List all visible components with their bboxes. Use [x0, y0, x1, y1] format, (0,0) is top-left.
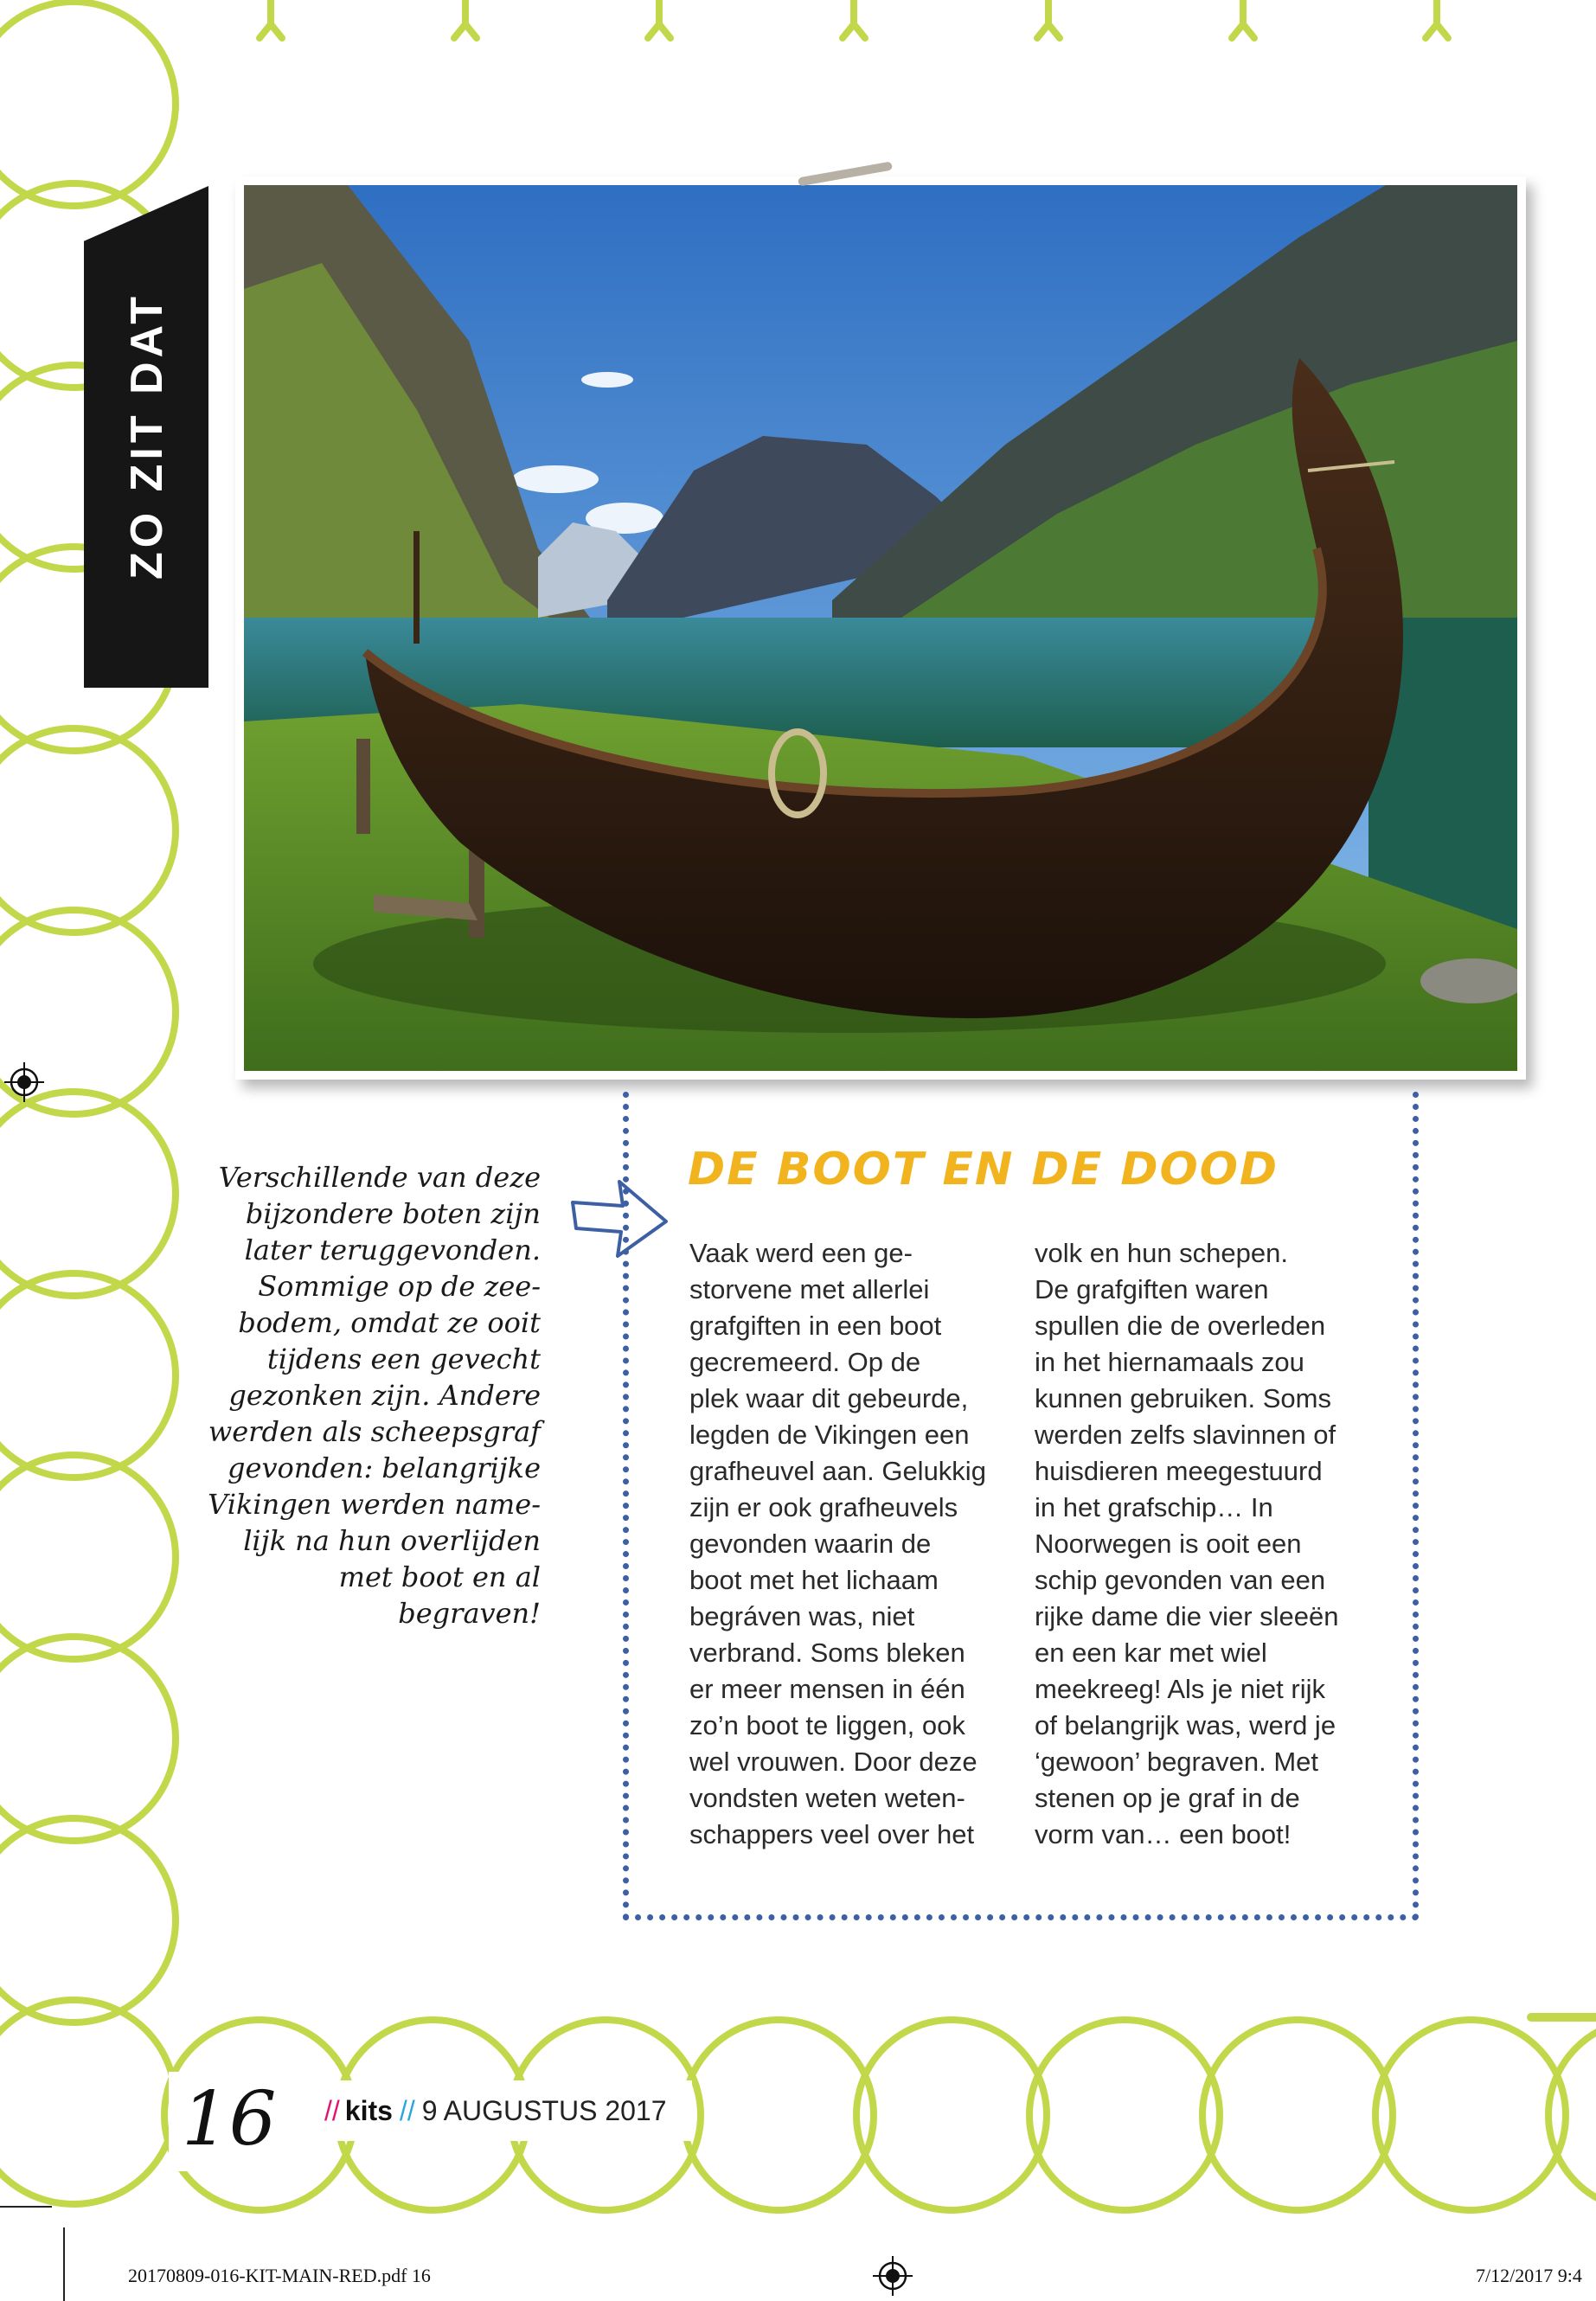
footer-slash: //	[324, 2095, 340, 2126]
article-line: grafgiften in een boot	[689, 1311, 942, 1341]
article-line: meekreeg! Als je niet rijk	[1035, 1674, 1325, 1704]
article-line: vorm van… een boot!	[1035, 1819, 1292, 1849]
caption-line: bodem, omdat ze ooit	[238, 1306, 541, 1339]
photo-frame	[235, 176, 1526, 1080]
article-line: storvene met allerlei	[689, 1274, 930, 1304]
footer-slash: //	[399, 2095, 415, 2126]
article-line: legden de Vikingen een	[689, 1420, 970, 1450]
caption-line: Sommige op de zee-	[258, 1270, 541, 1303]
caption-line: begraven!	[398, 1597, 541, 1630]
article-line: in het grafschip… In	[1035, 1492, 1273, 1522]
article-line: gevonden waarin de	[689, 1529, 932, 1559]
crop-mark	[0, 2206, 52, 2208]
article-line: zijn er ook grafheuvels	[689, 1492, 958, 1522]
article-line: Vaak werd een ge-	[689, 1238, 913, 1268]
caption-line: lijk na hun overlijden	[243, 1524, 541, 1557]
registration-mark-icon	[4, 1062, 44, 1102]
article-line: en een kar met wiel	[1035, 1638, 1267, 1668]
article-line: kunnen gebruiken. Soms	[1035, 1383, 1331, 1413]
article-line: spullen die de overleden	[1035, 1311, 1326, 1341]
section-tab-label: ZO ZIT DAT	[122, 292, 172, 580]
article-line: schip gevonden van een	[1035, 1565, 1326, 1595]
print-slug-timestamp: 7/12/2017 9:4	[1476, 2265, 1582, 2286]
caption-line: werden als scheepsgraf	[208, 1415, 541, 1448]
photo-caption	[177, 1159, 541, 1631]
article-line: De grafgiften waren	[1035, 1274, 1269, 1304]
article-line: gecremeerd. Op de	[689, 1347, 921, 1377]
caption-line: gezonken zijn. Andere	[228, 1379, 541, 1412]
article-line: huisdieren meegestuurd	[1035, 1456, 1323, 1486]
article-line: er meer mensen in één	[689, 1674, 965, 1704]
caption-line: Verschillende van deze	[218, 1161, 541, 1194]
page-number: 16	[182, 2076, 277, 2163]
article-line: vondsten weten weten-	[689, 1783, 965, 1813]
article-line: boot met het lichaam	[689, 1565, 939, 1595]
article-line: rijke dame die vier sleeën	[1035, 1601, 1339, 1631]
footer-bar	[324, 2095, 667, 2127]
print-slug-file: 20170809-016-KIT-MAIN-RED.pdf 16	[128, 2265, 431, 2286]
footer-brand: kits	[344, 2095, 393, 2126]
article-line: werden zelfs slavinnen of	[1035, 1420, 1336, 1450]
caption-line: tijdens een gevecht	[266, 1343, 541, 1375]
registration-mark-icon	[873, 2256, 913, 2296]
top-stems	[260, 0, 1448, 38]
caption-line: Vikingen werden name-	[208, 1488, 541, 1521]
article-title: DE BOOT EN DE DOOD	[688, 1144, 1279, 1195]
article-line: of belangrijk was, werd je	[1035, 1710, 1336, 1740]
article-line: volk en hun schepen.	[1035, 1238, 1288, 1268]
caption-line: bijzondere boten zijn	[245, 1197, 541, 1230]
article-line: zo’n boot te liggen, ook	[689, 1710, 965, 1740]
article-column-right	[1035, 1235, 1381, 1853]
article-line: Noorwegen is ooit een	[1035, 1529, 1302, 1559]
article-line: wel vrouwen. Door deze	[689, 1747, 977, 1777]
footer-date: 9 AUGUSTUS 2017	[421, 2095, 667, 2126]
article-line: verbrand. Soms bleken	[689, 1638, 965, 1668]
article-line: stenen op je graf in de	[1035, 1783, 1300, 1813]
caption-line: met boot en al	[338, 1561, 541, 1593]
crop-mark	[63, 2227, 65, 2301]
viking-ship-photo	[244, 185, 1517, 1071]
article-column-left	[689, 1235, 1035, 1853]
article-line: ‘gewoon’ begraven. Met	[1035, 1747, 1318, 1777]
article-line: in het hiernamaals zou	[1035, 1347, 1304, 1377]
article-line: schappers veel over het	[689, 1819, 975, 1849]
article-line: grafheuvel aan. Gelukkig	[689, 1456, 986, 1486]
caption-line: later teruggevonden.	[244, 1234, 541, 1266]
caption-line: gevonden: belangrijke	[228, 1452, 541, 1484]
article-line: begráven was, niet	[689, 1601, 915, 1631]
article-line: plek waar dit gebeurde,	[689, 1383, 969, 1413]
